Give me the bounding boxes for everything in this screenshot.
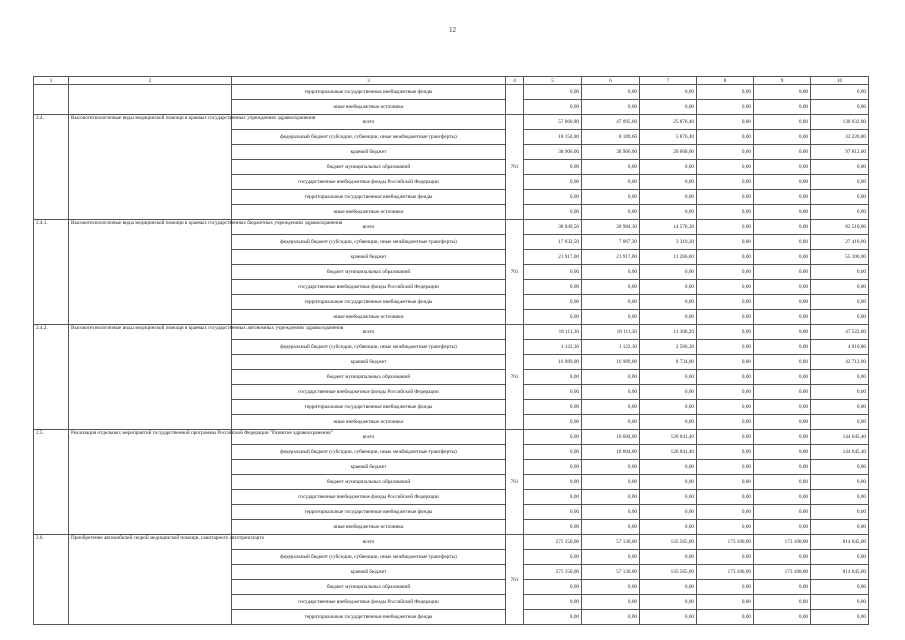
funding-source: всего [232, 535, 506, 550]
amount-cell: 0,00 [582, 385, 640, 400]
amount-cell: 0,00 [754, 460, 811, 475]
amount-cell: 0,00 [524, 295, 582, 310]
funding-source: бюджет муниципальных образований [232, 580, 506, 595]
amount-cell: 57 130,00 [582, 565, 640, 580]
amount-cell: 0,00 [754, 520, 811, 535]
amount-cell: 0,00 [754, 190, 811, 205]
amount-cell: 0,00 [524, 190, 582, 205]
funding-source: территориальные государственные внебюджетные фонды [232, 610, 506, 625]
amount-cell: 25 876,40 [640, 115, 697, 130]
amount-cell: 0,00 [524, 310, 582, 325]
amount-cell: 0,00 [582, 595, 640, 610]
amount-cell: 0,00 [524, 430, 582, 445]
amount-cell: 0,00 [582, 175, 640, 190]
amount-cell: 0,00 [640, 490, 697, 505]
header-cell: 8 [697, 77, 754, 85]
amount-cell: 0,00 [697, 370, 754, 385]
amount-cell: 814 045,00 [811, 565, 869, 580]
amount-cell: 0,00 [640, 400, 697, 415]
amount-cell: 8 734,00 [640, 355, 697, 370]
funding-source: краевой бюджет [232, 250, 506, 265]
amount-cell: 0,00 [811, 85, 869, 100]
amount-cell: 0,00 [524, 100, 582, 115]
amount-cell: 4 810,80 [811, 340, 869, 355]
table-row [34, 430, 869, 445]
amount-cell: 18 111,30 [524, 325, 582, 340]
amount-cell: 0,00 [754, 295, 811, 310]
amount-cell: 0,00 [697, 265, 754, 280]
amount-cell: 57 130,00 [582, 535, 640, 550]
amount-cell: 0,00 [811, 460, 869, 475]
amount-cell: 0,00 [640, 265, 697, 280]
amount-cell: 173 100,00 [754, 535, 811, 550]
funding-source: краевой бюджет [232, 460, 506, 475]
amount-cell: 0,00 [524, 415, 582, 430]
amount-cell: 0,00 [524, 505, 582, 520]
funding-source: территориальные государственные внебюджетные фонды [232, 85, 506, 100]
amount-cell: 97 812,00 [811, 145, 869, 160]
amount-cell: 0,00 [582, 550, 640, 565]
amount-cell: 0,00 [754, 385, 811, 400]
amount-cell: 82 510,00 [811, 220, 869, 235]
amount-cell: 0,00 [754, 280, 811, 295]
amount-cell: 814 045,00 [811, 535, 869, 550]
amount-cell: 0,00 [754, 160, 811, 175]
funding-source: краевой бюджет [232, 565, 506, 580]
amount-cell: 0,00 [697, 235, 754, 250]
amount-cell: 275 150,00 [524, 535, 582, 550]
amount-cell: 0,00 [697, 310, 754, 325]
item-code: 2.4. [34, 115, 69, 220]
amount-cell: 0,00 [524, 520, 582, 535]
amount-cell: 0,00 [697, 460, 754, 475]
code-761-cell: 761 [506, 220, 524, 325]
amount-cell: 0,00 [640, 460, 697, 475]
amount-cell: 0,00 [582, 85, 640, 100]
funding-source: государственные внебюджетные фонды Российской Федерации [232, 490, 506, 505]
amount-cell: 38 949,50 [524, 220, 582, 235]
amount-cell: 173 100,00 [754, 565, 811, 580]
amount-cell: 0,00 [582, 265, 640, 280]
amount-cell: 0,00 [754, 580, 811, 595]
amount-cell: 0,00 [811, 490, 869, 505]
amount-cell: 0,00 [697, 325, 754, 340]
amount-cell: 47 522,80 [811, 325, 869, 340]
amount-cell: 0,00 [524, 400, 582, 415]
funding-source: иные внебюджетные источники [232, 415, 506, 430]
header-cell: 5 [524, 77, 582, 85]
amount-cell: 173 100,00 [697, 565, 754, 580]
amount-cell: 0,00 [697, 220, 754, 235]
table-row [34, 115, 869, 130]
amount-cell: 8 189,60 [582, 130, 640, 145]
amount-cell: 0,00 [754, 220, 811, 235]
code-761-cell [506, 85, 524, 115]
funding-source: территориальные государственные внебюджетные фонды [232, 505, 506, 520]
funding-source: иные внебюджетные источники [232, 520, 506, 535]
amount-cell: 0,00 [524, 175, 582, 190]
amount-cell: 0,00 [754, 550, 811, 565]
amount-cell: 0,00 [811, 190, 869, 205]
amount-cell: 0,00 [754, 355, 811, 370]
amount-cell: 0,00 [582, 505, 640, 520]
amount-cell: 0,00 [582, 100, 640, 115]
amount-cell: 144 645,40 [811, 445, 869, 460]
amount-cell: 0,00 [697, 145, 754, 160]
header-cell: 10 [811, 77, 869, 85]
amount-cell: 0,00 [524, 385, 582, 400]
amount-cell: 18 154,80 [524, 130, 582, 145]
amount-cell: 0,00 [640, 370, 697, 385]
amount-cell: 0,00 [811, 265, 869, 280]
amount-cell: 0,00 [582, 520, 640, 535]
code-761-cell: 761 [506, 535, 524, 625]
amount-cell: 0,00 [524, 595, 582, 610]
amount-cell: 0,00 [811, 295, 869, 310]
amount-cell: 0,00 [640, 280, 697, 295]
amount-cell: 0,00 [811, 205, 869, 220]
amount-cell: 20 000,00 [640, 145, 697, 160]
funding-source: иные внебюджетные источники [232, 100, 506, 115]
header-cell: 7 [640, 77, 697, 85]
amount-cell: 0,00 [524, 445, 582, 460]
amount-cell: 28 984,30 [582, 220, 640, 235]
amount-cell: 0,00 [524, 490, 582, 505]
amount-cell: 0,00 [754, 400, 811, 415]
page-number: 12 [449, 26, 456, 34]
amount-cell: 0,00 [697, 385, 754, 400]
amount-cell: 0,00 [582, 580, 640, 595]
amount-cell: 0,00 [754, 340, 811, 355]
amount-cell: 126 041,40 [640, 445, 697, 460]
amount-cell: 0,00 [811, 400, 869, 415]
amount-cell: 47 095,60 [582, 115, 640, 130]
amount-cell: 14 576,20 [640, 220, 697, 235]
funding-source: всего [232, 325, 506, 340]
funding-source: бюджет муниципальных образований [232, 370, 506, 385]
amount-cell: 0,00 [697, 430, 754, 445]
item-name: Приобретение автомобилей скорой медицинской помощи, санитарного автотранспорта [69, 535, 232, 625]
table-row [34, 220, 869, 235]
amount-cell: 0,00 [697, 415, 754, 430]
amount-cell: 0,00 [640, 175, 697, 190]
amount-cell: 16 989,00 [582, 355, 640, 370]
amount-cell: 0,00 [640, 580, 697, 595]
amount-cell: 0,00 [697, 85, 754, 100]
funding-source: иные внебюджетные источники [232, 310, 506, 325]
amount-cell: 0,00 [811, 505, 869, 520]
funding-source: территориальные государственные внебюджетные фонды [232, 295, 506, 310]
amount-cell: 0,00 [697, 295, 754, 310]
amount-cell: 0,00 [582, 280, 640, 295]
amount-cell: 0,00 [524, 205, 582, 220]
amount-cell: 0,00 [697, 475, 754, 490]
amount-cell: 0,00 [754, 235, 811, 250]
amount-cell: 0,00 [697, 490, 754, 505]
header-cell: 6 [582, 77, 640, 85]
amount-cell: 0,00 [697, 160, 754, 175]
item-name: Высокотехнологичные виды медицинской помощи в краевых государственных автономных учреждениях здравоохранения [69, 325, 232, 430]
amount-cell: 0,00 [754, 115, 811, 130]
amount-cell: 0,00 [697, 280, 754, 295]
amount-cell: 0,00 [697, 595, 754, 610]
amount-cell: 0,00 [697, 190, 754, 205]
funding-source: всего [232, 430, 506, 445]
amount-cell: 0,00 [697, 610, 754, 625]
amount-cell: 2 566,20 [640, 340, 697, 355]
item-code: 2.5. [34, 430, 69, 535]
amount-cell: 0,00 [582, 310, 640, 325]
funding-source: государственные внебюджетные фонды Российской Федерации [232, 175, 506, 190]
amount-cell: 0,00 [754, 475, 811, 490]
amount-cell: 0,00 [697, 115, 754, 130]
funding-source: территориальные государственные внебюджетные фонды [232, 400, 506, 415]
header-cell: 4 [506, 77, 524, 85]
amount-cell: 55 100,00 [811, 250, 869, 265]
table-row [34, 535, 869, 550]
amount-cell: 0,00 [754, 100, 811, 115]
amount-cell: 0,00 [524, 85, 582, 100]
amount-cell: 135 565,00 [640, 535, 697, 550]
amount-cell: 0,00 [811, 610, 869, 625]
funding-source: краевой бюджет [232, 355, 506, 370]
amount-cell: 0,00 [582, 460, 640, 475]
table-body [34, 85, 869, 625]
amount-cell: 0,00 [811, 595, 869, 610]
amount-cell: 18 111,30 [582, 325, 640, 340]
amount-cell: 0,00 [640, 85, 697, 100]
amount-cell: 126 041,40 [640, 430, 697, 445]
amount-cell: 0,00 [697, 205, 754, 220]
amount-cell: 0,00 [754, 265, 811, 280]
funding-source: государственные внебюджетные фонды Российской Федерации [232, 595, 506, 610]
amount-cell: 0,00 [524, 580, 582, 595]
amount-cell: 0,00 [640, 610, 697, 625]
amount-cell: 0,00 [811, 415, 869, 430]
amount-cell: 0,00 [754, 310, 811, 325]
amount-cell: 0,00 [697, 130, 754, 145]
amount-cell: 0,00 [640, 190, 697, 205]
amount-cell: 0,00 [640, 475, 697, 490]
amount-cell: 0,00 [811, 385, 869, 400]
amount-cell: 0,00 [640, 310, 697, 325]
amount-cell: 0,00 [524, 460, 582, 475]
amount-cell: 17 032,50 [524, 235, 582, 250]
amount-cell: 0,00 [811, 475, 869, 490]
amount-cell: 0,00 [524, 280, 582, 295]
amount-cell: 130 032,80 [811, 115, 869, 130]
amount-cell: 0,00 [754, 490, 811, 505]
amount-cell: 275 150,00 [524, 565, 582, 580]
funding-source: федеральный бюджет (субсидии, субвенции, иные межбюджетные трансферты) [232, 130, 506, 145]
funding-source: территориальные государственные внебюджетные фонды [232, 190, 506, 205]
header-cell: 9 [754, 77, 811, 85]
item-name [69, 85, 232, 115]
amount-cell: 0,00 [640, 160, 697, 175]
amount-cell: 21 917,00 [524, 250, 582, 265]
amount-cell: 0,00 [754, 415, 811, 430]
item-code: 2.4.1. [34, 220, 69, 325]
table-row [34, 85, 869, 100]
amount-cell: 0,00 [754, 85, 811, 100]
amount-cell: 38 906,00 [524, 145, 582, 160]
amount-cell: 0,00 [811, 160, 869, 175]
code-761-cell: 761 [506, 430, 524, 535]
amount-cell: 18 604,00 [582, 445, 640, 460]
amount-cell: 0,00 [754, 430, 811, 445]
funding-source: бюджет муниципальных образований [232, 475, 506, 490]
amount-cell: 0,00 [754, 175, 811, 190]
item-name: Высокотехнологичные виды медицинской помощи в краевых государственных бюджетных учреждениях здравоохранения [69, 220, 232, 325]
amount-cell: 0,00 [582, 610, 640, 625]
funding-source: федеральный бюджет (субсидии, субвенции, иные межбюджетные трансферты) [232, 235, 506, 250]
amount-cell: 0,00 [811, 310, 869, 325]
funding-source: краевой бюджет [232, 145, 506, 160]
amount-cell: 144 645,40 [811, 430, 869, 445]
amount-cell: 0,00 [640, 520, 697, 535]
header-cell: 1 [34, 77, 69, 85]
amount-cell: 0,00 [524, 160, 582, 175]
amount-cell: 135 565,00 [640, 565, 697, 580]
amount-cell: 0,00 [697, 250, 754, 265]
amount-cell: 0,00 [811, 550, 869, 565]
amount-cell: 0,00 [754, 370, 811, 385]
amount-cell: 27 410,00 [811, 235, 869, 250]
amount-cell: 0,00 [811, 520, 869, 535]
amount-cell: 0,00 [582, 370, 640, 385]
amount-cell: 0,00 [640, 415, 697, 430]
funding-source: бюджет муниципальных образований [232, 160, 506, 175]
item-code: 2.6. [34, 535, 69, 625]
amount-cell: 0,00 [697, 580, 754, 595]
amount-cell: 0,00 [697, 100, 754, 115]
amount-cell: 5 876,40 [640, 130, 697, 145]
funding-source: федеральный бюджет (субсидии, субвенции, иные межбюджетные трансферты) [232, 340, 506, 355]
funding-source: всего [232, 115, 506, 130]
amount-cell: 0,00 [640, 505, 697, 520]
amount-cell: 0,00 [582, 415, 640, 430]
amount-cell: 0,00 [697, 505, 754, 520]
amount-cell: 1 122,30 [582, 340, 640, 355]
amount-cell: 0,00 [754, 250, 811, 265]
amount-cell: 0,00 [640, 385, 697, 400]
header-row [34, 77, 869, 85]
amount-cell: 0,00 [697, 175, 754, 190]
item-name: Реализация отдельных мероприятий государственной программы Российской Федерации "Развитие здравоохранения" [69, 430, 232, 535]
amount-cell: 0,00 [524, 550, 582, 565]
amount-cell: 0,00 [697, 520, 754, 535]
funding-source: государственные внебюджетные фонды Российской Федерации [232, 385, 506, 400]
amount-cell: 0,00 [697, 340, 754, 355]
amount-cell: 0,00 [811, 580, 869, 595]
amount-cell: 0,00 [754, 445, 811, 460]
table-row [34, 325, 869, 340]
amount-cell: 0,00 [524, 610, 582, 625]
funding-table [33, 76, 869, 625]
amount-cell: 0,00 [754, 595, 811, 610]
amount-cell: 0,00 [754, 505, 811, 520]
funding-source: иные внебюджетные источники [232, 205, 506, 220]
header-cell: 2 [69, 77, 232, 85]
amount-cell: 0,00 [582, 205, 640, 220]
funding-source: всего [232, 220, 506, 235]
item-code: 2.4.2. [34, 325, 69, 430]
header-cell: 3 [232, 77, 506, 85]
amount-cell: 11 266,00 [640, 250, 697, 265]
amount-cell: 42 712,00 [811, 355, 869, 370]
amount-cell: 0,00 [640, 100, 697, 115]
amount-cell: 21 917,00 [582, 250, 640, 265]
amount-cell: 57 060,80 [524, 115, 582, 130]
amount-cell: 0,00 [640, 205, 697, 220]
funding-source: федеральный бюджет (субсидии, субвенции, иные межбюджетные трансферты) [232, 550, 506, 565]
amount-cell: 3 310,20 [640, 235, 697, 250]
amount-cell: 38 906,00 [582, 145, 640, 160]
amount-cell: 173 100,00 [697, 535, 754, 550]
amount-cell: 7 067,30 [582, 235, 640, 250]
amount-cell: 0,00 [524, 370, 582, 385]
amount-cell: 1 122,30 [524, 340, 582, 355]
amount-cell: 11 300,20 [640, 325, 697, 340]
amount-cell: 0,00 [754, 205, 811, 220]
amount-cell: 0,00 [582, 295, 640, 310]
amount-cell: 0,00 [582, 475, 640, 490]
amount-cell: 0,00 [697, 550, 754, 565]
amount-cell: 0,00 [582, 160, 640, 175]
funding-source: бюджет муниципальных образований [232, 265, 506, 280]
amount-cell: 18 604,00 [582, 430, 640, 445]
amount-cell: 0,00 [582, 490, 640, 505]
amount-cell: 0,00 [754, 130, 811, 145]
amount-cell: 0,00 [582, 190, 640, 205]
code-761-cell: 761 [506, 115, 524, 220]
amount-cell: 0,00 [582, 400, 640, 415]
funding-source: федеральный бюджет (субсидии, субвенции, иные межбюджетные трансферты) [232, 445, 506, 460]
amount-cell: 0,00 [697, 445, 754, 460]
amount-cell: 0,00 [524, 265, 582, 280]
amount-cell: 0,00 [697, 400, 754, 415]
amount-cell: 0,00 [697, 355, 754, 370]
code-761-cell: 761 [506, 325, 524, 430]
amount-cell: 0,00 [640, 295, 697, 310]
amount-cell: 0,00 [640, 550, 697, 565]
amount-cell: 16 989,00 [524, 355, 582, 370]
item-code [34, 85, 69, 115]
item-name: Высокотехнологичные виды медицинской помощи в краевых государственных учреждениях здравоохранения [69, 115, 232, 220]
amount-cell: 32 220,80 [811, 130, 869, 145]
amount-cell: 0,00 [640, 595, 697, 610]
amount-cell: 0,00 [754, 145, 811, 160]
amount-cell: 0,00 [811, 100, 869, 115]
amount-cell: 0,00 [754, 325, 811, 340]
amount-cell: 0,00 [811, 280, 869, 295]
amount-cell: 0,00 [524, 475, 582, 490]
funding-source: государственные внебюджетные фонды Российской Федерации [232, 280, 506, 295]
amount-cell: 0,00 [811, 370, 869, 385]
amount-cell: 0,00 [811, 175, 869, 190]
amount-cell: 0,00 [754, 610, 811, 625]
